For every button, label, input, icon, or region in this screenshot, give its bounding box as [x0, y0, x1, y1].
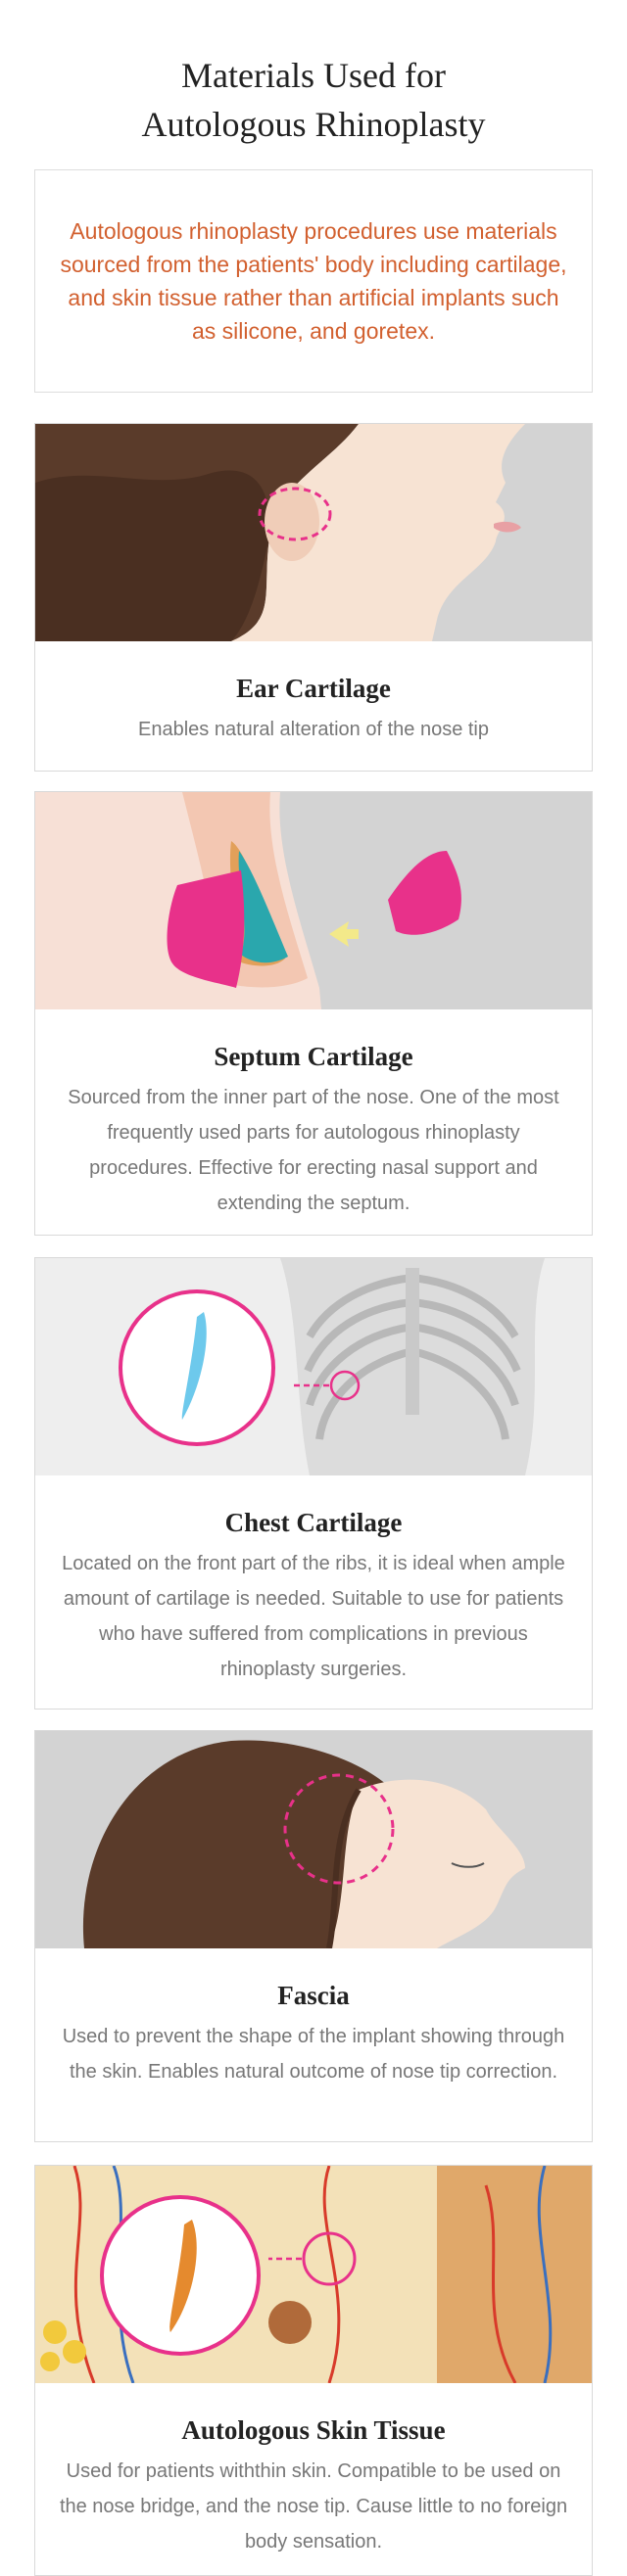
intro-box [34, 169, 593, 393]
card-description: Used to prevent the shape of the implant showing through the skin. Enables natural outcome of nose tip correction. [62, 2026, 565, 2083]
card-chest-cartilage [34, 1257, 593, 1710]
card-septum-cartilage [34, 791, 593, 1236]
skin-tissue-illustration [35, 2166, 592, 2383]
page-title [0, 51, 627, 149]
card-autologous-skin-tissue [34, 2165, 593, 2576]
card-fascia [34, 1730, 593, 2142]
card-description: Sourced from the inner part of the nose. One of the most frequently used parts for autologous rhinoplasty procedures. Effective for erecting nasal support and extending the septum. [68, 1087, 559, 1214]
nose-septum-illustration [35, 792, 592, 1009]
page-title-line1: Materials Used for [181, 56, 446, 95]
card-description: Located on the front part of the ribs, it is ideal when ample amount of cartilage is needed. Suitable to use for patients who have suffered from complications in previous rhinoplasty surgeries. [62, 1553, 565, 1680]
intro-text: Autologous rhinoplasty procedures use materials sourced from the patients' body including cartilage, and skin tissue rather than artificial implants such as silicone, and goretex. [60, 218, 567, 344]
card-description: Used for patients withthin skin. Compatible to be used on the nose bridge, and the nose tip. Cause little to no foreign body sensation. [59, 2460, 568, 2553]
card-description: Enables natural alteration of the nose tip [137, 719, 490, 740]
card-title: Ear Cartilage [236, 674, 391, 703]
card-title: Septum Cartilage [214, 1042, 413, 1071]
card-title: Chest Cartilage [224, 1508, 403, 1537]
card-title: Autologous Skin Tissue [181, 2415, 446, 2445]
card-ear-cartilage [34, 423, 593, 772]
card-title: Fascia [277, 1981, 350, 2010]
page-title-line2: Autologous Rhinoplasty [141, 105, 486, 144]
ear-profile-illustration [35, 424, 592, 641]
head-profile-illustration [35, 1731, 592, 1948]
ribcage-illustration [35, 1258, 592, 1475]
